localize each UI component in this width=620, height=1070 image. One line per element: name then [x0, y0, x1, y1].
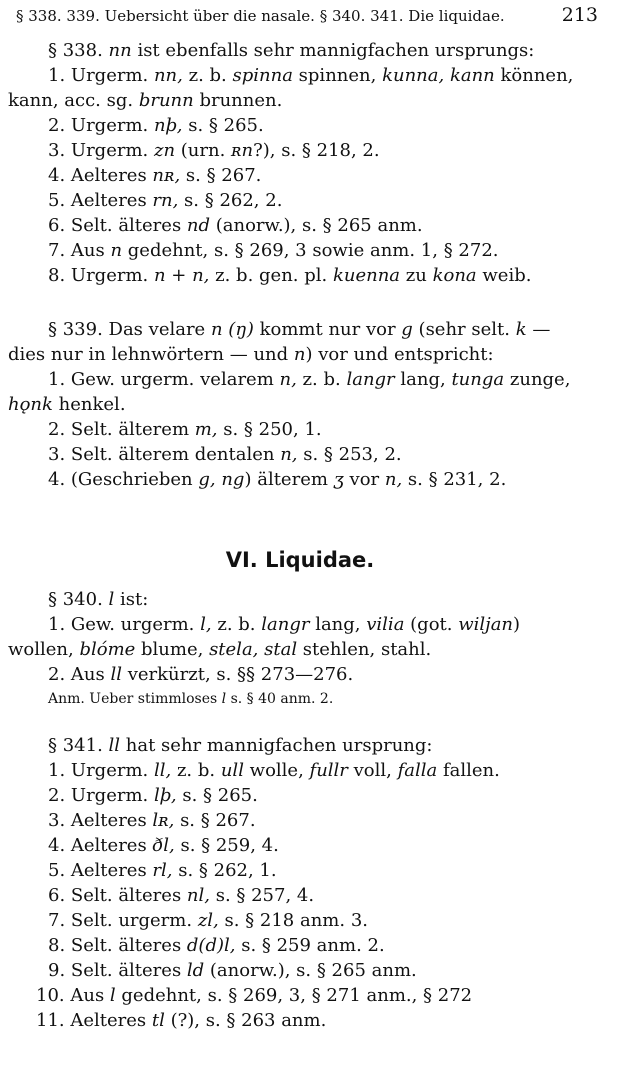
- list-item: [8, 113, 598, 138]
- text-run: kann, acc. sg.: [8, 90, 139, 111]
- running-header: [16, 4, 598, 28]
- text-run: 2. Urgerm.: [48, 115, 154, 136]
- italic-term: ll: [110, 664, 122, 685]
- text-run: s. § 265.: [182, 115, 264, 136]
- list-item: [8, 662, 598, 687]
- italic-term: langr: [261, 614, 310, 635]
- text-run: s. § 231, 2.: [402, 469, 507, 490]
- text-run: 9. Selt. älteres: [48, 960, 187, 981]
- list-item: [8, 138, 598, 163]
- text-run: s. § 267.: [180, 165, 262, 186]
- italic-term: blóme: [79, 639, 136, 660]
- italic-term: spinna: [232, 65, 293, 86]
- italic-term: langr: [346, 369, 395, 390]
- text-run: 8. Selt. älteres: [48, 935, 187, 956]
- text-run: 5. Aelteres: [48, 860, 153, 881]
- italic-term: n,: [384, 469, 403, 490]
- italic-term: g, ng: [198, 469, 245, 490]
- text-run: 1. Urgerm.: [48, 760, 154, 781]
- italic-term: ld: [186, 960, 205, 981]
- italic-term: wiljan: [458, 614, 514, 635]
- italic-term: ll,: [153, 760, 172, 781]
- text-run: s. § 218 anm. 3.: [218, 910, 368, 931]
- running-title: § 338. 339. Uebersicht über die nasale. § 340. 341. Die liquidae.: [16, 7, 505, 25]
- text-run: —: [526, 319, 551, 340]
- section-339-intro-continuation: [8, 342, 598, 367]
- italic-term: zl,: [197, 910, 219, 931]
- text-run: zunge,: [504, 369, 571, 390]
- text-run: § 339. Das velare: [48, 319, 211, 340]
- text-run: wolle,: [243, 760, 310, 781]
- text-run: 10. Aus: [36, 985, 110, 1006]
- italic-term: rl,: [152, 860, 173, 881]
- section-341-intro: [8, 733, 598, 758]
- text-run: s. § 259 anm. 2.: [235, 935, 385, 956]
- italic-term: n,: [279, 369, 297, 390]
- list-item: [8, 1008, 598, 1033]
- text-run: 4. Aelteres: [48, 835, 153, 856]
- italic-term: k: [515, 319, 527, 340]
- italic-term: zn: [153, 140, 176, 161]
- italic-term: kunna, kann: [382, 65, 495, 86]
- list-item: [8, 958, 598, 983]
- list-item: [8, 858, 598, 883]
- text-run: 7. Aus: [48, 240, 111, 261]
- section-340: [8, 587, 598, 712]
- italic-term: lþ,: [153, 785, 177, 806]
- italic-term: g: [401, 319, 413, 340]
- list-item-continuation: [8, 392, 598, 417]
- section-339-intro: [8, 317, 598, 342]
- text-run: ist:: [114, 589, 149, 610]
- italic-term: nl,: [186, 885, 210, 906]
- italic-term: kuenna: [332, 265, 401, 286]
- text-run: lang,: [394, 369, 452, 390]
- text-run: s. § 262, 1.: [172, 860, 277, 881]
- text-run: vor: [343, 469, 385, 490]
- footnote-anm: [8, 687, 598, 712]
- italic-term: nn: [108, 40, 132, 61]
- section-339: [8, 317, 598, 492]
- italic-term: m,: [194, 419, 218, 440]
- list-item-continuation: [8, 637, 598, 662]
- text-run: z. b.: [296, 369, 347, 390]
- italic-term: n (ŋ): [210, 319, 254, 340]
- text-run: brunnen.: [193, 90, 283, 111]
- text-run: s. § 253, 2.: [297, 444, 402, 465]
- text-run: gedehnt, s. § 269, 3 sowie anm. 1, § 272.: [122, 240, 499, 261]
- text-run: s. § 250, 1.: [217, 419, 322, 440]
- text-run: (anorw.), s. § 265 anm.: [210, 215, 423, 236]
- text-run: zu: [400, 265, 433, 286]
- text-run: stehlen, stahl.: [297, 639, 432, 660]
- text-run: (urn.: [175, 140, 232, 161]
- italic-term: rn,: [152, 190, 179, 211]
- text-run: s. § 259, 4.: [174, 835, 279, 856]
- text-run: z. b. gen. pl.: [209, 265, 333, 286]
- text-run: (got.: [404, 614, 459, 635]
- italic-term: n,: [280, 444, 298, 465]
- text-run: ist ebenfalls sehr mannigfachen ursprungs:: [131, 40, 535, 61]
- section-338: [8, 38, 598, 288]
- italic-term: vilia: [366, 614, 405, 635]
- text-run: blume,: [135, 639, 210, 660]
- text-run: 2. Urgerm.: [48, 785, 154, 806]
- italic-term: kona: [432, 265, 477, 286]
- text-run: 3. Aelteres: [48, 810, 153, 831]
- list-item-continuation: [8, 88, 598, 113]
- text-run: § 341.: [48, 735, 109, 756]
- text-run: z. b.: [182, 65, 233, 86]
- italic-term: n: [293, 344, 306, 365]
- list-item: [8, 442, 598, 467]
- section-341: [8, 733, 598, 1033]
- list-item: [8, 758, 598, 783]
- text-run: (sehr selt.: [412, 319, 516, 340]
- italic-term: nþ,: [153, 115, 183, 136]
- text-run: s. § 257, 4.: [209, 885, 315, 906]
- italic-term: ʀn: [231, 140, 254, 161]
- italic-term: fullr: [309, 760, 348, 781]
- text-run: 3. Urgerm.: [48, 140, 154, 161]
- italic-term: ll: [108, 735, 121, 756]
- italic-term: l: [108, 589, 115, 610]
- list-item: [8, 883, 598, 908]
- text-run: lang,: [309, 614, 367, 635]
- text-run: gedehnt, s. § 269, 3, § 271 anm., § 272: [115, 985, 473, 1006]
- text-run: z. b.: [211, 614, 262, 635]
- text-run: 1. Gew. urgerm. velarem: [48, 369, 280, 390]
- text-run: verkürzt, s. §§ 273—276.: [121, 664, 354, 685]
- italic-term: l: [109, 985, 116, 1006]
- text-run: voll,: [347, 760, 398, 781]
- section-338-intro: [8, 38, 598, 63]
- italic-term: tunga: [451, 369, 505, 390]
- text-run: (anorw.), s. § 265 anm.: [204, 960, 417, 981]
- italic-term: stela, stal: [209, 639, 298, 660]
- italic-term: ʒ: [333, 469, 344, 490]
- text-run: 11. Aelteres: [36, 1010, 152, 1031]
- list-item: [8, 808, 598, 833]
- italic-term: l: [221, 691, 227, 707]
- text-run: (?), s. § 263 anm.: [164, 1010, 327, 1031]
- italic-term: lʀ,: [152, 810, 175, 831]
- text-run: henkel.: [52, 394, 126, 415]
- list-item: [8, 908, 598, 933]
- text-run: ?), s. § 218, 2.: [253, 140, 380, 161]
- italic-term: l,: [200, 614, 212, 635]
- page-number: 213: [561, 4, 598, 26]
- text-run: fallen.: [437, 760, 500, 781]
- text-run: s. § 262, 2.: [178, 190, 283, 211]
- text-run: s. § 265.: [176, 785, 258, 806]
- text-run: 3. Selt. älterem dentalen: [48, 444, 281, 465]
- italic-term: nd: [186, 215, 211, 236]
- text-run: 4. (Geschrieben: [48, 469, 199, 490]
- text-run: 7. Selt. urgerm.: [48, 910, 198, 931]
- text-run: 2. Aus: [48, 664, 111, 685]
- italic-term: hǫnk: [8, 394, 53, 415]
- text-run: dies nur in lehnwörtern — und: [8, 344, 294, 365]
- text-run: 8. Urgerm.: [48, 265, 154, 286]
- list-item: [8, 367, 598, 392]
- text-run: s. § 40 anm. 2.: [226, 691, 334, 707]
- text-run: ): [513, 614, 521, 635]
- italic-term: falla: [397, 760, 438, 781]
- text-run: können,: [494, 65, 574, 86]
- text-run: 6. Selt. älteres: [48, 215, 187, 236]
- list-item: [8, 417, 598, 442]
- list-item: [8, 783, 598, 808]
- text-run: 2. Selt. älterem: [48, 419, 195, 440]
- italic-term: ðl,: [152, 835, 175, 856]
- text-run: 1. Gew. urgerm.: [48, 614, 201, 635]
- text-run: wollen,: [8, 639, 80, 660]
- list-item: [8, 188, 598, 213]
- list-item: [8, 983, 598, 1008]
- text-run: 5. Aelteres: [48, 190, 153, 211]
- text-run: 4. Aelteres: [48, 165, 153, 186]
- list-item: [8, 238, 598, 263]
- italic-term: n: [110, 240, 123, 261]
- italic-term: tl: [151, 1010, 165, 1031]
- list-item: [8, 63, 598, 88]
- text-run: § 340.: [48, 589, 109, 610]
- list-item: [8, 163, 598, 188]
- list-item: [8, 933, 598, 958]
- text-run: ) vor und entspricht:: [305, 344, 494, 365]
- section-340-intro: [8, 587, 598, 612]
- italic-term: nn,: [153, 65, 183, 86]
- list-item: [8, 263, 598, 288]
- text-run: s. § 267.: [174, 810, 256, 831]
- text-run: Anm. Ueber stimmloses: [48, 691, 222, 707]
- text-run: 6. Selt. älteres: [48, 885, 187, 906]
- list-item: [8, 467, 598, 492]
- text-run: spinnen,: [292, 65, 383, 86]
- text-run: weib.: [476, 265, 532, 286]
- text-run: hat sehr mannigfachen ursprung:: [120, 735, 433, 756]
- text-run: z. b.: [171, 760, 221, 781]
- list-item: [8, 213, 598, 238]
- chapter-heading: VI. Liquidae.: [225, 548, 375, 572]
- italic-term: d(d)l,: [186, 935, 236, 956]
- italic-term: n + n,: [153, 265, 210, 286]
- list-item: [8, 612, 598, 637]
- italic-term: nʀ,: [152, 165, 181, 186]
- italic-term: brunn: [138, 90, 194, 111]
- text-run: 1. Urgerm.: [48, 65, 154, 86]
- text-run: kommt nur vor: [253, 319, 402, 340]
- italic-term: ull: [220, 760, 244, 781]
- text-run: ) älterem: [244, 469, 334, 490]
- text-run: § 338.: [48, 40, 109, 61]
- list-item: [8, 833, 598, 858]
